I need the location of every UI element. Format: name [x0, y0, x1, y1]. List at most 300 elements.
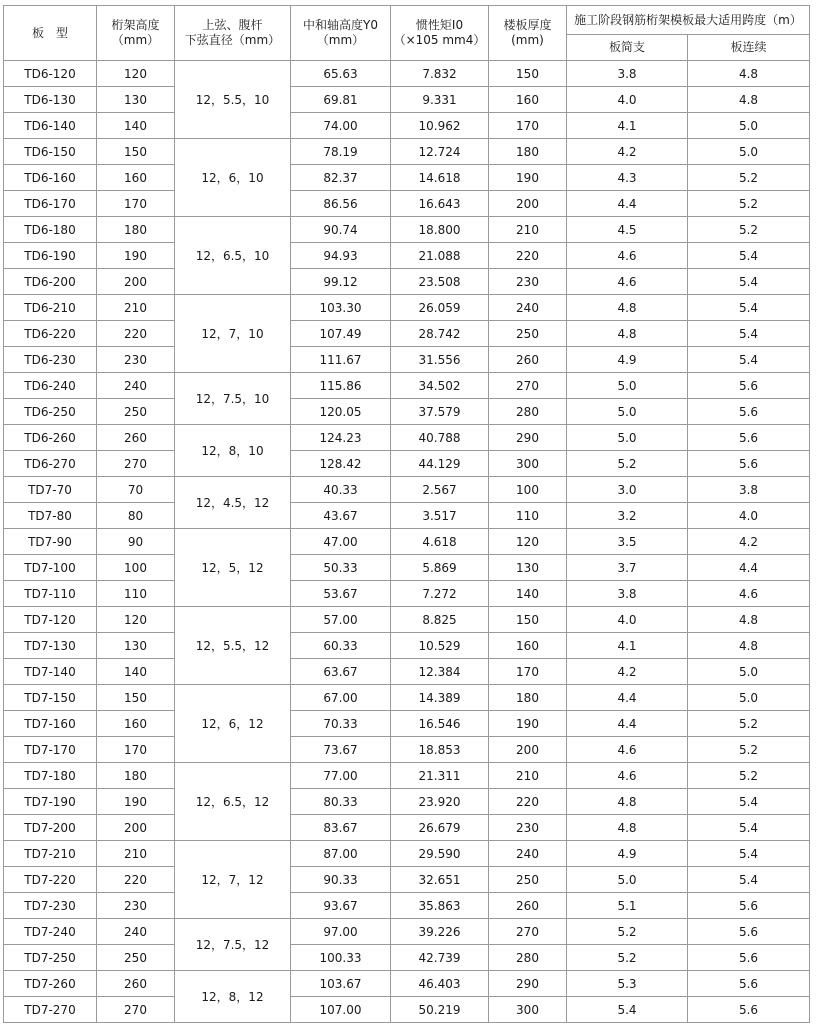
type-cell: TD6-160 [4, 165, 97, 191]
header-neutral-axis-line1: 中和轴高度Y0 [303, 18, 378, 32]
span-continuous-cell: 4.0 [688, 503, 810, 529]
neutral-axis-cell: 53.67 [291, 581, 391, 607]
thickness-cell: 180 [489, 685, 567, 711]
inertia-cell: 31.556 [391, 347, 489, 373]
inertia-cell: 46.403 [391, 971, 489, 997]
span-continuous-cell: 5.2 [688, 165, 810, 191]
inertia-cell: 37.579 [391, 399, 489, 425]
inertia-cell: 42.739 [391, 945, 489, 971]
span-simple-cell: 4.8 [567, 295, 688, 321]
span-simple-cell: 4.4 [567, 711, 688, 737]
inertia-cell: 34.502 [391, 373, 489, 399]
height-cell: 240 [97, 373, 175, 399]
neutral-axis-cell: 87.00 [291, 841, 391, 867]
type-cell: TD6-250 [4, 399, 97, 425]
span-simple-cell: 4.6 [567, 737, 688, 763]
span-simple-cell: 4.1 [567, 113, 688, 139]
height-cell: 200 [97, 269, 175, 295]
height-cell: 250 [97, 399, 175, 425]
inertia-cell: 44.129 [391, 451, 489, 477]
header-neutral-axis-line2: （mm） [316, 33, 365, 47]
span-simple-cell: 3.7 [567, 555, 688, 581]
table-row [4, 347, 810, 373]
height-cell: 150 [97, 685, 175, 711]
height-cell: 270 [97, 997, 175, 1023]
height-cell: 130 [97, 87, 175, 113]
height-cell: 270 [97, 451, 175, 477]
span-simple-cell: 5.0 [567, 373, 688, 399]
type-cell: TD6-240 [4, 373, 97, 399]
span-simple-cell: 5.0 [567, 399, 688, 425]
thickness-cell: 300 [489, 997, 567, 1023]
span-continuous-cell: 5.6 [688, 399, 810, 425]
span-simple-cell: 3.5 [567, 529, 688, 555]
type-cell: TD6-130 [4, 87, 97, 113]
neutral-axis-cell: 115.86 [291, 373, 391, 399]
truss-deck-spec-table [3, 5, 810, 1023]
neutral-axis-cell: 124.23 [291, 425, 391, 451]
thickness-cell: 260 [489, 347, 567, 373]
inertia-cell: 12.384 [391, 659, 489, 685]
height-cell: 120 [97, 607, 175, 633]
table-row [4, 763, 810, 789]
bar-diameter-cell: 12，5.5，12 [175, 607, 291, 685]
table-row [4, 113, 810, 139]
neutral-axis-cell: 99.12 [291, 269, 391, 295]
type-cell: TD7-260 [4, 971, 97, 997]
span-continuous-cell: 5.2 [688, 191, 810, 217]
header-truss-height-line1: 桁架高度 [111, 18, 160, 32]
type-cell: TD6-220 [4, 321, 97, 347]
inertia-cell: 16.546 [391, 711, 489, 737]
bar-diameter-cell: 12，7.5，12 [175, 919, 291, 971]
span-continuous-cell: 5.4 [688, 295, 810, 321]
neutral-axis-cell: 93.67 [291, 893, 391, 919]
header-span-simple: 板简支 [567, 35, 688, 61]
height-cell: 110 [97, 581, 175, 607]
height-cell: 170 [97, 191, 175, 217]
header-moment-of-inertia-line2: （×105 mm4） [393, 33, 486, 47]
neutral-axis-cell: 73.67 [291, 737, 391, 763]
inertia-cell: 18.800 [391, 217, 489, 243]
span-simple-cell: 4.9 [567, 841, 688, 867]
inertia-cell: 26.679 [391, 815, 489, 841]
span-simple-cell: 5.3 [567, 971, 688, 997]
bar-diameter-cell: 12，7.5，10 [175, 373, 291, 425]
neutral-axis-cell: 40.33 [291, 477, 391, 503]
header-moment-of-inertia [391, 6, 489, 61]
header-bar-diameter-line2: 下弦直径（mm） [184, 33, 281, 47]
height-cell: 170 [97, 737, 175, 763]
span-continuous-cell: 5.6 [688, 919, 810, 945]
bar-diameter-cell: 12，6，10 [175, 139, 291, 217]
span-simple-cell: 4.9 [567, 347, 688, 373]
span-continuous-cell: 5.4 [688, 841, 810, 867]
neutral-axis-cell: 90.33 [291, 867, 391, 893]
neutral-axis-cell: 63.67 [291, 659, 391, 685]
type-cell: TD6-210 [4, 295, 97, 321]
span-continuous-cell: 5.0 [688, 113, 810, 139]
type-cell: TD6-230 [4, 347, 97, 373]
table-row [4, 945, 810, 971]
neutral-axis-cell: 80.33 [291, 789, 391, 815]
type-cell: TD6-200 [4, 269, 97, 295]
type-cell: TD6-190 [4, 243, 97, 269]
inertia-cell: 26.059 [391, 295, 489, 321]
thickness-cell: 150 [489, 61, 567, 87]
span-continuous-cell: 4.8 [688, 61, 810, 87]
type-cell: TD7-110 [4, 581, 97, 607]
table-row [4, 815, 810, 841]
type-cell: TD7-160 [4, 711, 97, 737]
span-simple-cell: 4.6 [567, 269, 688, 295]
height-cell: 90 [97, 529, 175, 555]
bar-diameter-cell: 12，6.5，12 [175, 763, 291, 841]
inertia-cell: 2.567 [391, 477, 489, 503]
bar-diameter-cell: 12，5，12 [175, 529, 291, 607]
type-cell: TD6-270 [4, 451, 97, 477]
type-cell: TD7-190 [4, 789, 97, 815]
span-continuous-cell: 5.6 [688, 373, 810, 399]
type-cell: TD7-100 [4, 555, 97, 581]
table-row [4, 711, 810, 737]
span-simple-cell: 5.1 [567, 893, 688, 919]
neutral-axis-cell: 100.33 [291, 945, 391, 971]
type-cell: TD7-250 [4, 945, 97, 971]
neutral-axis-cell: 65.63 [291, 61, 391, 87]
header-bar-diameter-line1: 上弦、腹杆 [202, 18, 263, 32]
type-cell: TD7-130 [4, 633, 97, 659]
table-row [4, 737, 810, 763]
neutral-axis-cell: 67.00 [291, 685, 391, 711]
type-cell: TD7-80 [4, 503, 97, 529]
neutral-axis-cell: 107.00 [291, 997, 391, 1023]
neutral-axis-cell: 97.00 [291, 919, 391, 945]
height-cell: 130 [97, 633, 175, 659]
thickness-cell: 290 [489, 425, 567, 451]
height-cell: 220 [97, 867, 175, 893]
neutral-axis-cell: 107.49 [291, 321, 391, 347]
neutral-axis-cell: 70.33 [291, 711, 391, 737]
inertia-cell: 12.724 [391, 139, 489, 165]
header-moment-of-inertia-line1: 惯性矩I0 [415, 18, 464, 32]
inertia-cell: 23.920 [391, 789, 489, 815]
thickness-cell: 270 [489, 919, 567, 945]
neutral-axis-cell: 78.19 [291, 139, 391, 165]
span-continuous-cell: 4.8 [688, 607, 810, 633]
table-row [4, 269, 810, 295]
span-continuous-cell: 5.6 [688, 945, 810, 971]
neutral-axis-cell: 74.00 [291, 113, 391, 139]
span-simple-cell: 4.4 [567, 685, 688, 711]
type-cell: TD7-90 [4, 529, 97, 555]
type-cell: TD7-240 [4, 919, 97, 945]
thickness-cell: 250 [489, 321, 567, 347]
type-cell: TD6-260 [4, 425, 97, 451]
span-continuous-cell: 5.0 [688, 685, 810, 711]
span-simple-cell: 3.8 [567, 61, 688, 87]
height-cell: 230 [97, 893, 175, 919]
type-cell: TD7-120 [4, 607, 97, 633]
span-simple-cell: 4.2 [567, 659, 688, 685]
span-simple-cell: 4.8 [567, 815, 688, 841]
header-slab-thickness-line2: (mm) [511, 33, 544, 47]
span-simple-cell: 4.3 [567, 165, 688, 191]
span-simple-cell: 4.8 [567, 789, 688, 815]
thickness-cell: 300 [489, 451, 567, 477]
table-row [4, 477, 810, 503]
height-cell: 240 [97, 919, 175, 945]
type-cell: TD7-230 [4, 893, 97, 919]
table-row [4, 503, 810, 529]
thickness-cell: 200 [489, 737, 567, 763]
type-cell: TD7-210 [4, 841, 97, 867]
table-row [4, 555, 810, 581]
height-cell: 260 [97, 971, 175, 997]
height-cell: 180 [97, 217, 175, 243]
table-row [4, 87, 810, 113]
header-max-span-group: 施工阶段钢筋桁架模板最大适用跨度（m） [567, 6, 810, 35]
table-row [4, 659, 810, 685]
type-cell: TD6-170 [4, 191, 97, 217]
type-cell: TD6-150 [4, 139, 97, 165]
bar-diameter-cell: 12，7，12 [175, 841, 291, 919]
height-cell: 260 [97, 425, 175, 451]
height-cell: 160 [97, 165, 175, 191]
span-simple-cell: 5.2 [567, 451, 688, 477]
height-cell: 230 [97, 347, 175, 373]
height-cell: 210 [97, 295, 175, 321]
inertia-cell: 10.962 [391, 113, 489, 139]
span-simple-cell: 4.6 [567, 243, 688, 269]
thickness-cell: 170 [489, 113, 567, 139]
height-cell: 210 [97, 841, 175, 867]
table-row [4, 425, 810, 451]
span-continuous-cell: 5.0 [688, 139, 810, 165]
inertia-cell: 21.088 [391, 243, 489, 269]
header-truss-height-line2: （mm） [111, 33, 160, 47]
span-continuous-cell: 5.6 [688, 451, 810, 477]
span-simple-cell: 4.6 [567, 763, 688, 789]
bar-diameter-cell: 12，6.5，10 [175, 217, 291, 295]
header-span-continuous: 板连续 [688, 35, 810, 61]
neutral-axis-cell: 57.00 [291, 607, 391, 633]
thickness-cell: 100 [489, 477, 567, 503]
thickness-cell: 210 [489, 763, 567, 789]
inertia-cell: 7.832 [391, 61, 489, 87]
thickness-cell: 160 [489, 633, 567, 659]
thickness-cell: 230 [489, 269, 567, 295]
span-continuous-cell: 5.4 [688, 789, 810, 815]
thickness-cell: 110 [489, 503, 567, 529]
neutral-axis-cell: 103.30 [291, 295, 391, 321]
table-body [4, 61, 810, 1023]
neutral-axis-cell: 83.67 [291, 815, 391, 841]
span-simple-cell: 4.0 [567, 607, 688, 633]
thickness-cell: 260 [489, 893, 567, 919]
span-simple-cell: 3.0 [567, 477, 688, 503]
thickness-cell: 250 [489, 867, 567, 893]
inertia-cell: 9.331 [391, 87, 489, 113]
neutral-axis-cell: 60.33 [291, 633, 391, 659]
span-continuous-cell: 5.6 [688, 971, 810, 997]
type-cell: TD6-140 [4, 113, 97, 139]
span-simple-cell: 5.0 [567, 425, 688, 451]
thickness-cell: 240 [489, 841, 567, 867]
span-simple-cell: 4.2 [567, 139, 688, 165]
span-continuous-cell: 4.4 [688, 555, 810, 581]
table-row [4, 997, 810, 1023]
inertia-cell: 18.853 [391, 737, 489, 763]
thickness-cell: 200 [489, 191, 567, 217]
span-continuous-cell: 5.4 [688, 321, 810, 347]
span-continuous-cell: 5.4 [688, 815, 810, 841]
span-continuous-cell: 4.6 [688, 581, 810, 607]
height-cell: 250 [97, 945, 175, 971]
neutral-axis-cell: 90.74 [291, 217, 391, 243]
inertia-cell: 21.311 [391, 763, 489, 789]
span-continuous-cell: 5.6 [688, 425, 810, 451]
span-continuous-cell: 4.8 [688, 633, 810, 659]
neutral-axis-cell: 94.93 [291, 243, 391, 269]
neutral-axis-cell: 77.00 [291, 763, 391, 789]
inertia-cell: 28.742 [391, 321, 489, 347]
thickness-cell: 150 [489, 607, 567, 633]
thickness-cell: 160 [489, 87, 567, 113]
span-continuous-cell: 5.0 [688, 659, 810, 685]
bar-diameter-cell: 12，4.5，12 [175, 477, 291, 529]
header-slab-thickness [489, 6, 567, 61]
thickness-cell: 190 [489, 711, 567, 737]
neutral-axis-cell: 47.00 [291, 529, 391, 555]
table-row [4, 685, 810, 711]
type-cell: TD7-150 [4, 685, 97, 711]
table-row [4, 243, 810, 269]
inertia-cell: 40.788 [391, 425, 489, 451]
neutral-axis-cell: 82.37 [291, 165, 391, 191]
thickness-cell: 120 [489, 529, 567, 555]
height-cell: 100 [97, 555, 175, 581]
table-row [4, 581, 810, 607]
truss-deck-spec-sheet [3, 5, 809, 1019]
thickness-cell: 240 [489, 295, 567, 321]
neutral-axis-cell: 69.81 [291, 87, 391, 113]
table-row [4, 633, 810, 659]
neutral-axis-cell: 111.67 [291, 347, 391, 373]
height-cell: 120 [97, 61, 175, 87]
neutral-axis-cell: 86.56 [291, 191, 391, 217]
bar-diameter-cell: 12，8，12 [175, 971, 291, 1023]
neutral-axis-cell: 128.42 [291, 451, 391, 477]
type-cell: TD7-70 [4, 477, 97, 503]
thickness-cell: 220 [489, 789, 567, 815]
inertia-cell: 23.508 [391, 269, 489, 295]
inertia-cell: 29.590 [391, 841, 489, 867]
type-cell: TD7-200 [4, 815, 97, 841]
span-simple-cell: 4.8 [567, 321, 688, 347]
span-continuous-cell: 5.4 [688, 269, 810, 295]
span-simple-cell: 4.5 [567, 217, 688, 243]
thickness-cell: 270 [489, 373, 567, 399]
bar-diameter-cell: 12，6，12 [175, 685, 291, 763]
thickness-cell: 140 [489, 581, 567, 607]
type-cell: TD7-220 [4, 867, 97, 893]
inertia-cell: 32.651 [391, 867, 489, 893]
bar-diameter-cell: 12，8，10 [175, 425, 291, 477]
table-row [4, 841, 810, 867]
span-continuous-cell: 5.2 [688, 217, 810, 243]
span-continuous-cell: 5.4 [688, 347, 810, 373]
span-simple-cell: 4.1 [567, 633, 688, 659]
height-cell: 180 [97, 763, 175, 789]
height-cell: 140 [97, 659, 175, 685]
neutral-axis-cell: 50.33 [291, 555, 391, 581]
type-cell: TD7-180 [4, 763, 97, 789]
table-row [4, 451, 810, 477]
span-simple-cell: 5.4 [567, 997, 688, 1023]
thickness-cell: 290 [489, 971, 567, 997]
height-cell: 200 [97, 815, 175, 841]
span-simple-cell: 5.2 [567, 945, 688, 971]
inertia-cell: 3.517 [391, 503, 489, 529]
bar-diameter-cell: 12，5.5，10 [175, 61, 291, 139]
type-cell: TD7-140 [4, 659, 97, 685]
height-cell: 70 [97, 477, 175, 503]
height-cell: 190 [97, 243, 175, 269]
table-row [4, 789, 810, 815]
span-simple-cell: 3.8 [567, 581, 688, 607]
span-continuous-cell: 5.6 [688, 997, 810, 1023]
table-row [4, 399, 810, 425]
table-row [4, 217, 810, 243]
table-row [4, 373, 810, 399]
neutral-axis-cell: 103.67 [291, 971, 391, 997]
height-cell: 160 [97, 711, 175, 737]
table-header [4, 6, 810, 61]
thickness-cell: 170 [489, 659, 567, 685]
span-continuous-cell: 4.8 [688, 87, 810, 113]
span-simple-cell: 5.2 [567, 919, 688, 945]
span-continuous-cell: 5.2 [688, 763, 810, 789]
span-continuous-cell: 5.4 [688, 243, 810, 269]
table-row [4, 295, 810, 321]
inertia-cell: 7.272 [391, 581, 489, 607]
inertia-cell: 35.863 [391, 893, 489, 919]
inertia-cell: 14.618 [391, 165, 489, 191]
table-row [4, 867, 810, 893]
table-row [4, 893, 810, 919]
table-row [4, 139, 810, 165]
neutral-axis-cell: 43.67 [291, 503, 391, 529]
thickness-cell: 220 [489, 243, 567, 269]
type-cell: TD7-170 [4, 737, 97, 763]
span-continuous-cell: 3.8 [688, 477, 810, 503]
header-truss-height [97, 6, 175, 61]
span-continuous-cell: 4.2 [688, 529, 810, 555]
table-row [4, 165, 810, 191]
span-continuous-cell: 5.4 [688, 867, 810, 893]
thickness-cell: 180 [489, 139, 567, 165]
span-continuous-cell: 5.2 [688, 711, 810, 737]
height-cell: 190 [97, 789, 175, 815]
span-simple-cell: 3.2 [567, 503, 688, 529]
height-cell: 80 [97, 503, 175, 529]
span-continuous-cell: 5.6 [688, 893, 810, 919]
span-continuous-cell: 5.2 [688, 737, 810, 763]
table-row [4, 971, 810, 997]
inertia-cell: 16.643 [391, 191, 489, 217]
inertia-cell: 14.389 [391, 685, 489, 711]
